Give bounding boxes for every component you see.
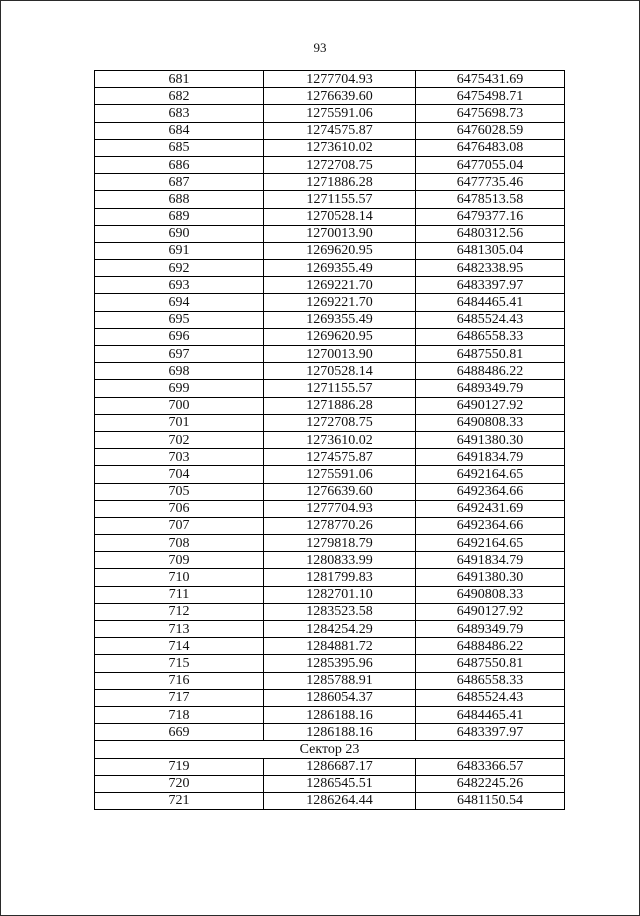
- x-coordinate-cell: 1284881.72: [264, 638, 416, 655]
- y-coordinate-cell: 6490127.92: [416, 397, 565, 414]
- y-coordinate-cell: 6477055.04: [416, 156, 565, 173]
- point-number-cell: 711: [95, 586, 264, 603]
- table-row: [95, 483, 565, 500]
- x-coordinate-cell: 1282701.10: [264, 586, 416, 603]
- table-row: [95, 88, 565, 105]
- x-coordinate-cell: 1270013.90: [264, 225, 416, 242]
- y-coordinate-cell: 6477735.46: [416, 174, 565, 191]
- x-coordinate-cell: 1280833.99: [264, 552, 416, 569]
- y-coordinate-cell: 6478513.58: [416, 191, 565, 208]
- x-coordinate-cell: 1270528.14: [264, 363, 416, 380]
- point-number-cell: 718: [95, 706, 264, 723]
- y-coordinate-cell: 6479377.16: [416, 208, 565, 225]
- point-number-cell: 714: [95, 638, 264, 655]
- table-row: [95, 449, 565, 466]
- x-coordinate-cell: 1273610.02: [264, 139, 416, 156]
- table-row: [95, 621, 565, 638]
- y-coordinate-cell: 6491834.79: [416, 449, 565, 466]
- y-coordinate-cell: 6487550.81: [416, 346, 565, 363]
- point-number-cell: 695: [95, 311, 264, 328]
- x-coordinate-cell: 1286687.17: [264, 758, 416, 775]
- table-row: [95, 191, 565, 208]
- table-row: [95, 414, 565, 431]
- table-row: [95, 466, 565, 483]
- table-row: [95, 431, 565, 448]
- point-number-cell: 706: [95, 500, 264, 517]
- point-number-cell: 692: [95, 260, 264, 277]
- table-row: [95, 758, 565, 775]
- table-row: [95, 397, 565, 414]
- point-number-cell: 698: [95, 363, 264, 380]
- y-coordinate-cell: 6480312.56: [416, 225, 565, 242]
- x-coordinate-cell: 1269221.70: [264, 294, 416, 311]
- y-coordinate-cell: 6492164.65: [416, 466, 565, 483]
- x-coordinate-cell: 1277704.93: [264, 500, 416, 517]
- point-number-cell: 699: [95, 380, 264, 397]
- point-number-cell: 704: [95, 466, 264, 483]
- y-coordinate-cell: 6490127.92: [416, 603, 565, 620]
- point-number-cell: 719: [95, 758, 264, 775]
- table-row: [95, 105, 565, 122]
- y-coordinate-cell: 6491380.30: [416, 431, 565, 448]
- table-row: [95, 156, 565, 173]
- table-row: [95, 225, 565, 242]
- x-coordinate-cell: 1269355.49: [264, 260, 416, 277]
- y-coordinate-cell: 6486558.33: [416, 328, 565, 345]
- y-coordinate-cell: 6483397.97: [416, 724, 565, 741]
- y-coordinate-cell: 6491834.79: [416, 552, 565, 569]
- point-number-cell: 688: [95, 191, 264, 208]
- y-coordinate-cell: 6484465.41: [416, 706, 565, 723]
- y-coordinate-cell: 6484465.41: [416, 294, 565, 311]
- point-number-cell: 710: [95, 569, 264, 586]
- y-coordinate-cell: 6488486.22: [416, 638, 565, 655]
- table-row: [95, 689, 565, 706]
- page-number: 93: [313, 40, 327, 55]
- table-row: [95, 655, 565, 672]
- table-row: [95, 311, 565, 328]
- y-coordinate-cell: 6492364.66: [416, 483, 565, 500]
- x-coordinate-cell: 1286264.44: [264, 792, 416, 809]
- x-coordinate-cell: 1269620.95: [264, 328, 416, 345]
- point-number-cell: 683: [95, 105, 264, 122]
- x-coordinate-cell: 1272708.75: [264, 414, 416, 431]
- point-number-cell: 715: [95, 655, 264, 672]
- table-row: [95, 517, 565, 534]
- table-row: [95, 363, 565, 380]
- point-number-cell: 708: [95, 535, 264, 552]
- x-coordinate-cell: 1271155.57: [264, 380, 416, 397]
- point-number-cell: 685: [95, 139, 264, 156]
- x-coordinate-cell: 1281799.83: [264, 569, 416, 586]
- point-number-cell: 691: [95, 242, 264, 259]
- y-coordinate-cell: 6485524.43: [416, 689, 565, 706]
- table-row: [95, 775, 565, 792]
- table-row: [95, 122, 565, 139]
- y-coordinate-cell: 6481305.04: [416, 242, 565, 259]
- point-number-cell: 703: [95, 449, 264, 466]
- x-coordinate-cell: 1286545.51: [264, 775, 416, 792]
- point-number-cell: 709: [95, 552, 264, 569]
- section-heading-row: [95, 741, 565, 758]
- x-coordinate-cell: 1275591.06: [264, 466, 416, 483]
- point-number-cell: 696: [95, 328, 264, 345]
- x-coordinate-cell: 1269355.49: [264, 311, 416, 328]
- point-number-cell: 700: [95, 397, 264, 414]
- table-row: [95, 569, 565, 586]
- table-row: [95, 706, 565, 723]
- point-number-cell: 716: [95, 672, 264, 689]
- y-coordinate-cell: 6476028.59: [416, 122, 565, 139]
- y-coordinate-cell: 6476483.08: [416, 139, 565, 156]
- x-coordinate-cell: 1276639.60: [264, 483, 416, 500]
- y-coordinate-cell: 6475698.73: [416, 105, 565, 122]
- table-row: [95, 672, 565, 689]
- table-row: [95, 586, 565, 603]
- x-coordinate-cell: 1275591.06: [264, 105, 416, 122]
- point-number-cell: 682: [95, 88, 264, 105]
- point-number-cell: 707: [95, 517, 264, 534]
- y-coordinate-cell: 6490808.33: [416, 414, 565, 431]
- point-number-cell: 701: [95, 414, 264, 431]
- x-coordinate-cell: 1272708.75: [264, 156, 416, 173]
- y-coordinate-cell: 6489349.79: [416, 621, 565, 638]
- x-coordinate-cell: 1274575.87: [264, 122, 416, 139]
- y-coordinate-cell: 6487550.81: [416, 655, 565, 672]
- x-coordinate-cell: 1271886.28: [264, 397, 416, 414]
- point-number-cell: 669: [95, 724, 264, 741]
- table-body-before-section: [95, 71, 565, 741]
- x-coordinate-cell: 1285788.91: [264, 672, 416, 689]
- y-coordinate-cell: 6483397.97: [416, 277, 565, 294]
- section-heading: Сектор 23: [95, 741, 565, 758]
- point-number-cell: 684: [95, 122, 264, 139]
- point-number-cell: 690: [95, 225, 264, 242]
- table-row: [95, 328, 565, 345]
- x-coordinate-cell: 1279818.79: [264, 535, 416, 552]
- point-number-cell: 697: [95, 346, 264, 363]
- point-number-cell: 721: [95, 792, 264, 809]
- point-number-cell: 687: [95, 174, 264, 191]
- table-row: [95, 638, 565, 655]
- table-row: [95, 294, 565, 311]
- x-coordinate-cell: 1283523.58: [264, 603, 416, 620]
- x-coordinate-cell: 1269620.95: [264, 242, 416, 259]
- point-number-cell: 717: [95, 689, 264, 706]
- x-coordinate-cell: 1285395.96: [264, 655, 416, 672]
- point-number-cell: 694: [95, 294, 264, 311]
- table-row: [95, 552, 565, 569]
- y-coordinate-cell: 6475431.69: [416, 71, 565, 88]
- point-number-cell: 681: [95, 71, 264, 88]
- point-number-cell: 705: [95, 483, 264, 500]
- table-row: [95, 603, 565, 620]
- table-row: [95, 208, 565, 225]
- coordinates-table: [94, 70, 565, 810]
- table-row: [95, 792, 565, 809]
- x-coordinate-cell: 1269221.70: [264, 277, 416, 294]
- table-row: [95, 260, 565, 277]
- table-body-after-section: [95, 758, 565, 810]
- x-coordinate-cell: 1270528.14: [264, 208, 416, 225]
- y-coordinate-cell: 6492431.69: [416, 500, 565, 517]
- y-coordinate-cell: 6491380.30: [416, 569, 565, 586]
- y-coordinate-cell: 6485524.43: [416, 311, 565, 328]
- x-coordinate-cell: 1286054.37: [264, 689, 416, 706]
- y-coordinate-cell: 6492364.66: [416, 517, 565, 534]
- x-coordinate-cell: 1276639.60: [264, 88, 416, 105]
- point-number-cell: 689: [95, 208, 264, 225]
- x-coordinate-cell: 1271886.28: [264, 174, 416, 191]
- x-coordinate-cell: 1278770.26: [264, 517, 416, 534]
- point-number-cell: 702: [95, 431, 264, 448]
- x-coordinate-cell: 1271155.57: [264, 191, 416, 208]
- table-row: [95, 500, 565, 517]
- y-coordinate-cell: 6488486.22: [416, 363, 565, 380]
- point-number-cell: 693: [95, 277, 264, 294]
- point-number-cell: 713: [95, 621, 264, 638]
- point-number-cell: 720: [95, 775, 264, 792]
- x-coordinate-cell: 1286188.16: [264, 706, 416, 723]
- x-coordinate-cell: 1277704.93: [264, 71, 416, 88]
- y-coordinate-cell: 6492164.65: [416, 535, 565, 552]
- table-row: [95, 139, 565, 156]
- table-row: [95, 724, 565, 741]
- y-coordinate-cell: 6475498.71: [416, 88, 565, 105]
- table-row: [95, 535, 565, 552]
- x-coordinate-cell: 1273610.02: [264, 431, 416, 448]
- y-coordinate-cell: 6482338.95: [416, 260, 565, 277]
- y-coordinate-cell: 6486558.33: [416, 672, 565, 689]
- x-coordinate-cell: 1284254.29: [264, 621, 416, 638]
- table-row: [95, 277, 565, 294]
- x-coordinate-cell: 1286188.16: [264, 724, 416, 741]
- table-row: [95, 242, 565, 259]
- point-number-cell: 712: [95, 603, 264, 620]
- table-row: [95, 71, 565, 88]
- table-row: [95, 346, 565, 363]
- table-row: [95, 174, 565, 191]
- x-coordinate-cell: 1274575.87: [264, 449, 416, 466]
- table-section-row: [95, 741, 565, 758]
- table-row: [95, 380, 565, 397]
- y-coordinate-cell: 6482245.26: [416, 775, 565, 792]
- y-coordinate-cell: 6481150.54: [416, 792, 565, 809]
- x-coordinate-cell: 1270013.90: [264, 346, 416, 363]
- point-number-cell: 686: [95, 156, 264, 173]
- y-coordinate-cell: 6483366.57: [416, 758, 565, 775]
- y-coordinate-cell: 6490808.33: [416, 586, 565, 603]
- y-coordinate-cell: 6489349.79: [416, 380, 565, 397]
